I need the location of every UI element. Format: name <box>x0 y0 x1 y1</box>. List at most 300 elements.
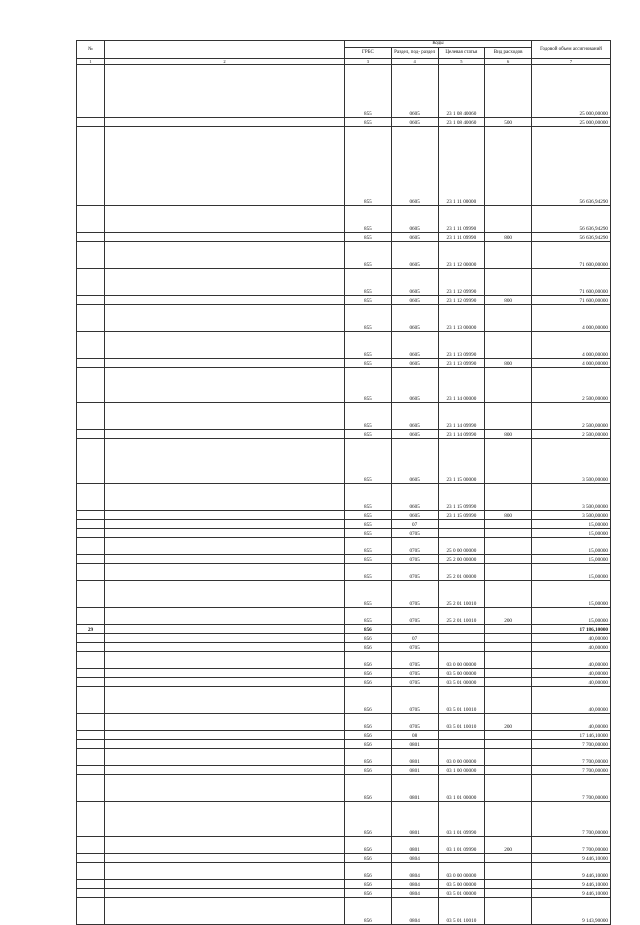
cell-vr <box>485 652 532 669</box>
table-row <box>77 581 611 608</box>
cell-vr <box>485 634 532 643</box>
cell-sect: 0605 <box>391 118 438 127</box>
cell-desc <box>105 740 345 749</box>
cell-grbs: 855 <box>345 529 392 538</box>
cell-csr: 23 1 08 40060 <box>438 65 485 118</box>
cell-sect: 0801 <box>391 802 438 837</box>
cell-sum: 40,00000 <box>532 652 611 669</box>
cell-vr <box>485 889 532 898</box>
table-row <box>77 242 611 269</box>
cell-num <box>77 775 105 802</box>
cell-sect: 0705 <box>391 669 438 678</box>
cell-sect: 0705 <box>391 678 438 687</box>
cell-vr <box>485 242 532 269</box>
table-row <box>77 65 611 118</box>
cell-csr: 23 1 11 00000 <box>438 127 485 206</box>
cell-csr: 03 5 01 10010 <box>438 898 485 925</box>
cell-grbs: 855 <box>345 368 392 403</box>
table-row <box>77 296 611 305</box>
header-codes: Коды <box>345 41 532 48</box>
cell-csr <box>438 854 485 863</box>
cell-vr: 200 <box>485 837 532 854</box>
cell-grbs: 856 <box>345 749 392 766</box>
cell-grbs: 855 <box>345 359 392 368</box>
cell-grbs: 856 <box>345 634 392 643</box>
cell-sum: 9 446,10000 <box>532 863 611 880</box>
cell-desc <box>105 687 345 714</box>
cell-num <box>77 403 105 430</box>
cell-sect: 0705 <box>391 608 438 625</box>
cell-num <box>77 766 105 775</box>
cell-vr <box>485 555 532 564</box>
cell-vr <box>485 766 532 775</box>
table-row <box>77 206 611 233</box>
cell-csr: 25 2 00 00000 <box>438 555 485 564</box>
table-row <box>77 118 611 127</box>
cell-sect: 0705 <box>391 538 438 555</box>
cell-sum: 25 000,00000 <box>532 118 611 127</box>
cell-num <box>77 652 105 669</box>
cell-desc <box>105 643 345 652</box>
cell-csr: 03 5 00 00000 <box>438 880 485 889</box>
cell-sum: 56 636,94290 <box>532 206 611 233</box>
cell-desc <box>105 65 345 118</box>
cell-desc <box>105 118 345 127</box>
cell-sum: 4 000,00000 <box>532 332 611 359</box>
cell-sum: 4 000,00000 <box>532 359 611 368</box>
cell-desc <box>105 403 345 430</box>
cell-vr <box>485 206 532 233</box>
table-row <box>77 484 611 511</box>
cell-desc <box>105 678 345 687</box>
cell-sum: 15,00000 <box>532 564 611 581</box>
table-row <box>77 731 611 740</box>
index-cell: 5 <box>438 59 485 65</box>
header-row-top <box>77 41 611 48</box>
cell-desc <box>105 731 345 740</box>
cell-grbs: 855 <box>345 403 392 430</box>
cell-csr: 03 5 00 00000 <box>438 669 485 678</box>
cell-grbs: 855 <box>345 206 392 233</box>
cell-csr: 23 1 11 09990 <box>438 233 485 242</box>
cell-num <box>77 880 105 889</box>
cell-grbs: 856 <box>345 837 392 854</box>
cell-csr <box>438 520 485 529</box>
table-row <box>77 439 611 484</box>
cell-sect: 0705 <box>391 714 438 731</box>
cell-sum: 15,00000 <box>532 529 611 538</box>
index-cell: 4 <box>391 59 438 65</box>
cell-num <box>77 898 105 925</box>
cell-desc <box>105 863 345 880</box>
cell-num <box>77 731 105 740</box>
cell-vr <box>485 643 532 652</box>
cell-num <box>77 634 105 643</box>
index-cell: 6 <box>485 59 532 65</box>
cell-csr: 03 1 00 00000 <box>438 766 485 775</box>
cell-vr <box>485 880 532 889</box>
cell-desc <box>105 332 345 359</box>
cell-desc <box>105 520 345 529</box>
cell-desc <box>105 484 345 511</box>
cell-sect: 0605 <box>391 332 438 359</box>
cell-desc <box>105 608 345 625</box>
cell-sect: 0605 <box>391 305 438 332</box>
cell-sect: 0705 <box>391 652 438 669</box>
cell-desc <box>105 529 345 538</box>
cell-grbs: 856 <box>345 714 392 731</box>
cell-vr <box>485 678 532 687</box>
cell-num <box>77 233 105 242</box>
cell-sect: 0605 <box>391 359 438 368</box>
table-row <box>77 359 611 368</box>
cell-csr: 23 1 13 00000 <box>438 305 485 332</box>
cell-desc <box>105 880 345 889</box>
cell-desc <box>105 802 345 837</box>
cell-grbs: 855 <box>345 430 392 439</box>
cell-csr <box>438 643 485 652</box>
cell-vr <box>485 687 532 714</box>
cell-sum: 15,00000 <box>532 520 611 529</box>
cell-num <box>77 65 105 118</box>
cell-vr: 800 <box>485 359 532 368</box>
cell-csr: 23 1 12 09990 <box>438 269 485 296</box>
cell-num: 29 <box>77 625 105 634</box>
table-row <box>77 529 611 538</box>
cell-sum: 3 500,00000 <box>532 439 611 484</box>
cell-sum: 17 146,10000 <box>532 731 611 740</box>
cell-sect: 0605 <box>391 511 438 520</box>
cell-csr <box>438 731 485 740</box>
cell-num <box>77 564 105 581</box>
cell-grbs: 855 <box>345 555 392 564</box>
cell-vr <box>485 863 532 880</box>
cell-num <box>77 127 105 206</box>
cell-sum: 7 700,00000 <box>532 749 611 766</box>
cell-num <box>77 206 105 233</box>
index-cell: 2 <box>105 59 345 65</box>
table-body <box>77 65 611 925</box>
cell-sum: 15,00000 <box>532 538 611 555</box>
cell-sect: 0804 <box>391 898 438 925</box>
cell-desc <box>105 439 345 484</box>
cell-desc <box>105 837 345 854</box>
cell-csr: 23 1 12 09990 <box>438 296 485 305</box>
cell-sect: 0804 <box>391 863 438 880</box>
cell-num <box>77 118 105 127</box>
cell-num <box>77 749 105 766</box>
cell-grbs: 856 <box>345 687 392 714</box>
table-row <box>77 625 611 634</box>
cell-sect: 0801 <box>391 837 438 854</box>
header-vr: Вид расходов <box>485 48 532 59</box>
index-cell: 3 <box>345 59 392 65</box>
table-row <box>77 889 611 898</box>
cell-sum: 9 446,10000 <box>532 854 611 863</box>
cell-desc <box>105 898 345 925</box>
table-row <box>77 775 611 802</box>
header-amount: Годовой объем ассигнований <box>532 41 611 59</box>
cell-grbs: 855 <box>345 269 392 296</box>
cell-num <box>77 359 105 368</box>
cell-desc <box>105 538 345 555</box>
cell-sum: 40,00000 <box>532 687 611 714</box>
cell-sum: 2 500,00000 <box>532 403 611 430</box>
cell-vr: 800 <box>485 233 532 242</box>
cell-csr: 23 1 08 40060 <box>438 118 485 127</box>
cell-sect: 0705 <box>391 564 438 581</box>
cell-desc <box>105 430 345 439</box>
cell-vr <box>485 581 532 608</box>
cell-num <box>77 511 105 520</box>
cell-num <box>77 608 105 625</box>
cell-csr: 23 1 14 00000 <box>438 368 485 403</box>
cell-grbs: 856 <box>345 669 392 678</box>
cell-csr <box>438 634 485 643</box>
table-row <box>77 749 611 766</box>
cell-grbs: 855 <box>345 233 392 242</box>
cell-csr: 03 5 01 00000 <box>438 889 485 898</box>
cell-sum: 71 600,00000 <box>532 242 611 269</box>
cell-sum: 7 700,00000 <box>532 775 611 802</box>
cell-desc <box>105 714 345 731</box>
cell-desc <box>105 669 345 678</box>
header-csr: Целевая статья <box>438 48 485 59</box>
cell-desc <box>105 749 345 766</box>
cell-grbs: 855 <box>345 118 392 127</box>
cell-vr <box>485 854 532 863</box>
cell-desc <box>105 854 345 863</box>
cell-sect: 0801 <box>391 775 438 802</box>
table-row <box>77 652 611 669</box>
cell-sum: 2 500,00000 <box>532 430 611 439</box>
cell-sect: 07 <box>391 520 438 529</box>
cell-csr: 23 1 15 00000 <box>438 439 485 484</box>
cell-grbs: 855 <box>345 538 392 555</box>
table-row <box>77 511 611 520</box>
header-desc <box>105 41 345 59</box>
cell-sum: 56 636,94290 <box>532 233 611 242</box>
cell-csr: 03 1 01 00000 <box>438 775 485 802</box>
cell-num <box>77 643 105 652</box>
cell-grbs: 855 <box>345 520 392 529</box>
cell-sum: 7 700,00000 <box>532 837 611 854</box>
cell-sect: 07 <box>391 634 438 643</box>
cell-csr <box>438 529 485 538</box>
cell-sect: 0801 <box>391 749 438 766</box>
cell-sum: 9 446,10000 <box>532 889 611 898</box>
cell-sum: 15,00000 <box>532 555 611 564</box>
table-row <box>77 430 611 439</box>
cell-num <box>77 687 105 714</box>
cell-grbs: 856 <box>345 802 392 837</box>
table-row <box>77 332 611 359</box>
table-row <box>77 538 611 555</box>
cell-sect: 0605 <box>391 439 438 484</box>
header-num: № <box>77 41 105 59</box>
cell-desc <box>105 233 345 242</box>
cell-vr <box>485 332 532 359</box>
table-row <box>77 837 611 854</box>
cell-grbs: 856 <box>345 643 392 652</box>
cell-desc <box>105 242 345 269</box>
cell-grbs: 856 <box>345 863 392 880</box>
table-row <box>77 863 611 880</box>
cell-grbs: 855 <box>345 511 392 520</box>
cell-sect: 08 <box>391 731 438 740</box>
cell-sect: 0705 <box>391 529 438 538</box>
cell-sect: 0801 <box>391 766 438 775</box>
cell-num <box>77 484 105 511</box>
cell-csr: 25 2 01 10010 <box>438 608 485 625</box>
cell-sect: 0705 <box>391 687 438 714</box>
cell-grbs: 856 <box>345 889 392 898</box>
cell-sect: 0605 <box>391 296 438 305</box>
cell-vr <box>485 740 532 749</box>
cell-csr: 03 5 01 10010 <box>438 687 485 714</box>
cell-num <box>77 529 105 538</box>
cell-grbs: 856 <box>345 652 392 669</box>
cell-vr <box>485 625 532 634</box>
cell-vr <box>485 564 532 581</box>
cell-sect: 0605 <box>391 430 438 439</box>
table-row <box>77 305 611 332</box>
cell-sect: 0605 <box>391 127 438 206</box>
cell-desc <box>105 625 345 634</box>
cell-csr: 03 0 00 00000 <box>438 749 485 766</box>
cell-vr <box>485 775 532 802</box>
cell-sect: 0605 <box>391 206 438 233</box>
table-row <box>77 634 611 643</box>
table-row <box>77 368 611 403</box>
cell-num <box>77 439 105 484</box>
cell-sect: 0605 <box>391 233 438 242</box>
cell-desc <box>105 269 345 296</box>
cell-csr: 23 1 14 09990 <box>438 430 485 439</box>
cell-desc <box>105 359 345 368</box>
cell-vr: 200 <box>485 714 532 731</box>
cell-sum: 40,00000 <box>532 714 611 731</box>
cell-grbs: 856 <box>345 740 392 749</box>
cell-desc <box>105 296 345 305</box>
cell-csr: 23 1 12 00000 <box>438 242 485 269</box>
cell-sum: 71 600,00000 <box>532 296 611 305</box>
cell-num <box>77 296 105 305</box>
cell-grbs: 855 <box>345 608 392 625</box>
cell-grbs: 856 <box>345 625 392 634</box>
index-cell: 7 <box>532 59 611 65</box>
cell-desc <box>105 511 345 520</box>
cell-vr: 800 <box>485 430 532 439</box>
cell-sect: 0605 <box>391 403 438 430</box>
cell-grbs: 855 <box>345 484 392 511</box>
cell-desc <box>105 206 345 233</box>
cell-sum: 3 500,00000 <box>532 484 611 511</box>
cell-sum: 9 143,90000 <box>532 898 611 925</box>
cell-sect: 0605 <box>391 484 438 511</box>
cell-sum: 71 600,00000 <box>532 269 611 296</box>
header-grbs: ГРБС <box>345 48 392 59</box>
cell-grbs: 856 <box>345 678 392 687</box>
cell-vr <box>485 368 532 403</box>
cell-sum: 15,00000 <box>532 581 611 608</box>
cell-vr <box>485 749 532 766</box>
cell-csr: 03 1 01 09990 <box>438 802 485 837</box>
cell-num <box>77 581 105 608</box>
cell-csr: 25 2 01 10010 <box>438 581 485 608</box>
cell-num <box>77 305 105 332</box>
cell-sect: 0705 <box>391 643 438 652</box>
index-cell: 1 <box>77 59 105 65</box>
cell-desc <box>105 368 345 403</box>
cell-sum: 7 700,00000 <box>532 740 611 749</box>
cell-grbs: 855 <box>345 332 392 359</box>
cell-grbs: 856 <box>345 731 392 740</box>
cell-num <box>77 430 105 439</box>
cell-sect: 0801 <box>391 740 438 749</box>
cell-csr: 25 0 00 00000 <box>438 538 485 555</box>
cell-vr: 800 <box>485 511 532 520</box>
cell-vr <box>485 802 532 837</box>
table-row <box>77 555 611 564</box>
cell-vr <box>485 731 532 740</box>
cell-csr: 03 5 01 00000 <box>438 678 485 687</box>
header-section: Раздел, под- раздел <box>391 48 438 59</box>
cell-num <box>77 538 105 555</box>
cell-grbs: 855 <box>345 439 392 484</box>
cell-desc <box>105 652 345 669</box>
cell-sect: 0605 <box>391 368 438 403</box>
cell-vr <box>485 529 532 538</box>
cell-num <box>77 740 105 749</box>
cell-num <box>77 854 105 863</box>
cell-desc <box>105 634 345 643</box>
table-row <box>77 403 611 430</box>
cell-csr: 23 1 15 09990 <box>438 484 485 511</box>
cell-num <box>77 520 105 529</box>
cell-csr <box>438 740 485 749</box>
table-row <box>77 564 611 581</box>
table-row <box>77 714 611 731</box>
cell-sum: 15,00000 <box>532 608 611 625</box>
cell-num <box>77 889 105 898</box>
cell-vr <box>485 520 532 529</box>
cell-sum: 25 000,00000 <box>532 65 611 118</box>
cell-vr: 800 <box>485 296 532 305</box>
cell-sect: 0804 <box>391 880 438 889</box>
table-row <box>77 669 611 678</box>
cell-vr <box>485 898 532 925</box>
cell-desc <box>105 766 345 775</box>
cell-vr <box>485 65 532 118</box>
cell-grbs: 855 <box>345 296 392 305</box>
cell-num <box>77 555 105 564</box>
cell-vr: 200 <box>485 608 532 625</box>
cell-grbs: 856 <box>345 854 392 863</box>
cell-sum: 40,00000 <box>532 634 611 643</box>
cell-desc <box>105 127 345 206</box>
cell-csr: 23 1 11 09990 <box>438 206 485 233</box>
cell-sum: 17 186,10000 <box>532 625 611 634</box>
cell-sect: 0605 <box>391 242 438 269</box>
cell-sum: 7 700,00000 <box>532 766 611 775</box>
cell-csr: 03 0 00 00000 <box>438 863 485 880</box>
cell-num <box>77 368 105 403</box>
cell-desc <box>105 305 345 332</box>
cell-num <box>77 269 105 296</box>
cell-csr: 23 1 15 09990 <box>438 511 485 520</box>
table-row <box>77 854 611 863</box>
